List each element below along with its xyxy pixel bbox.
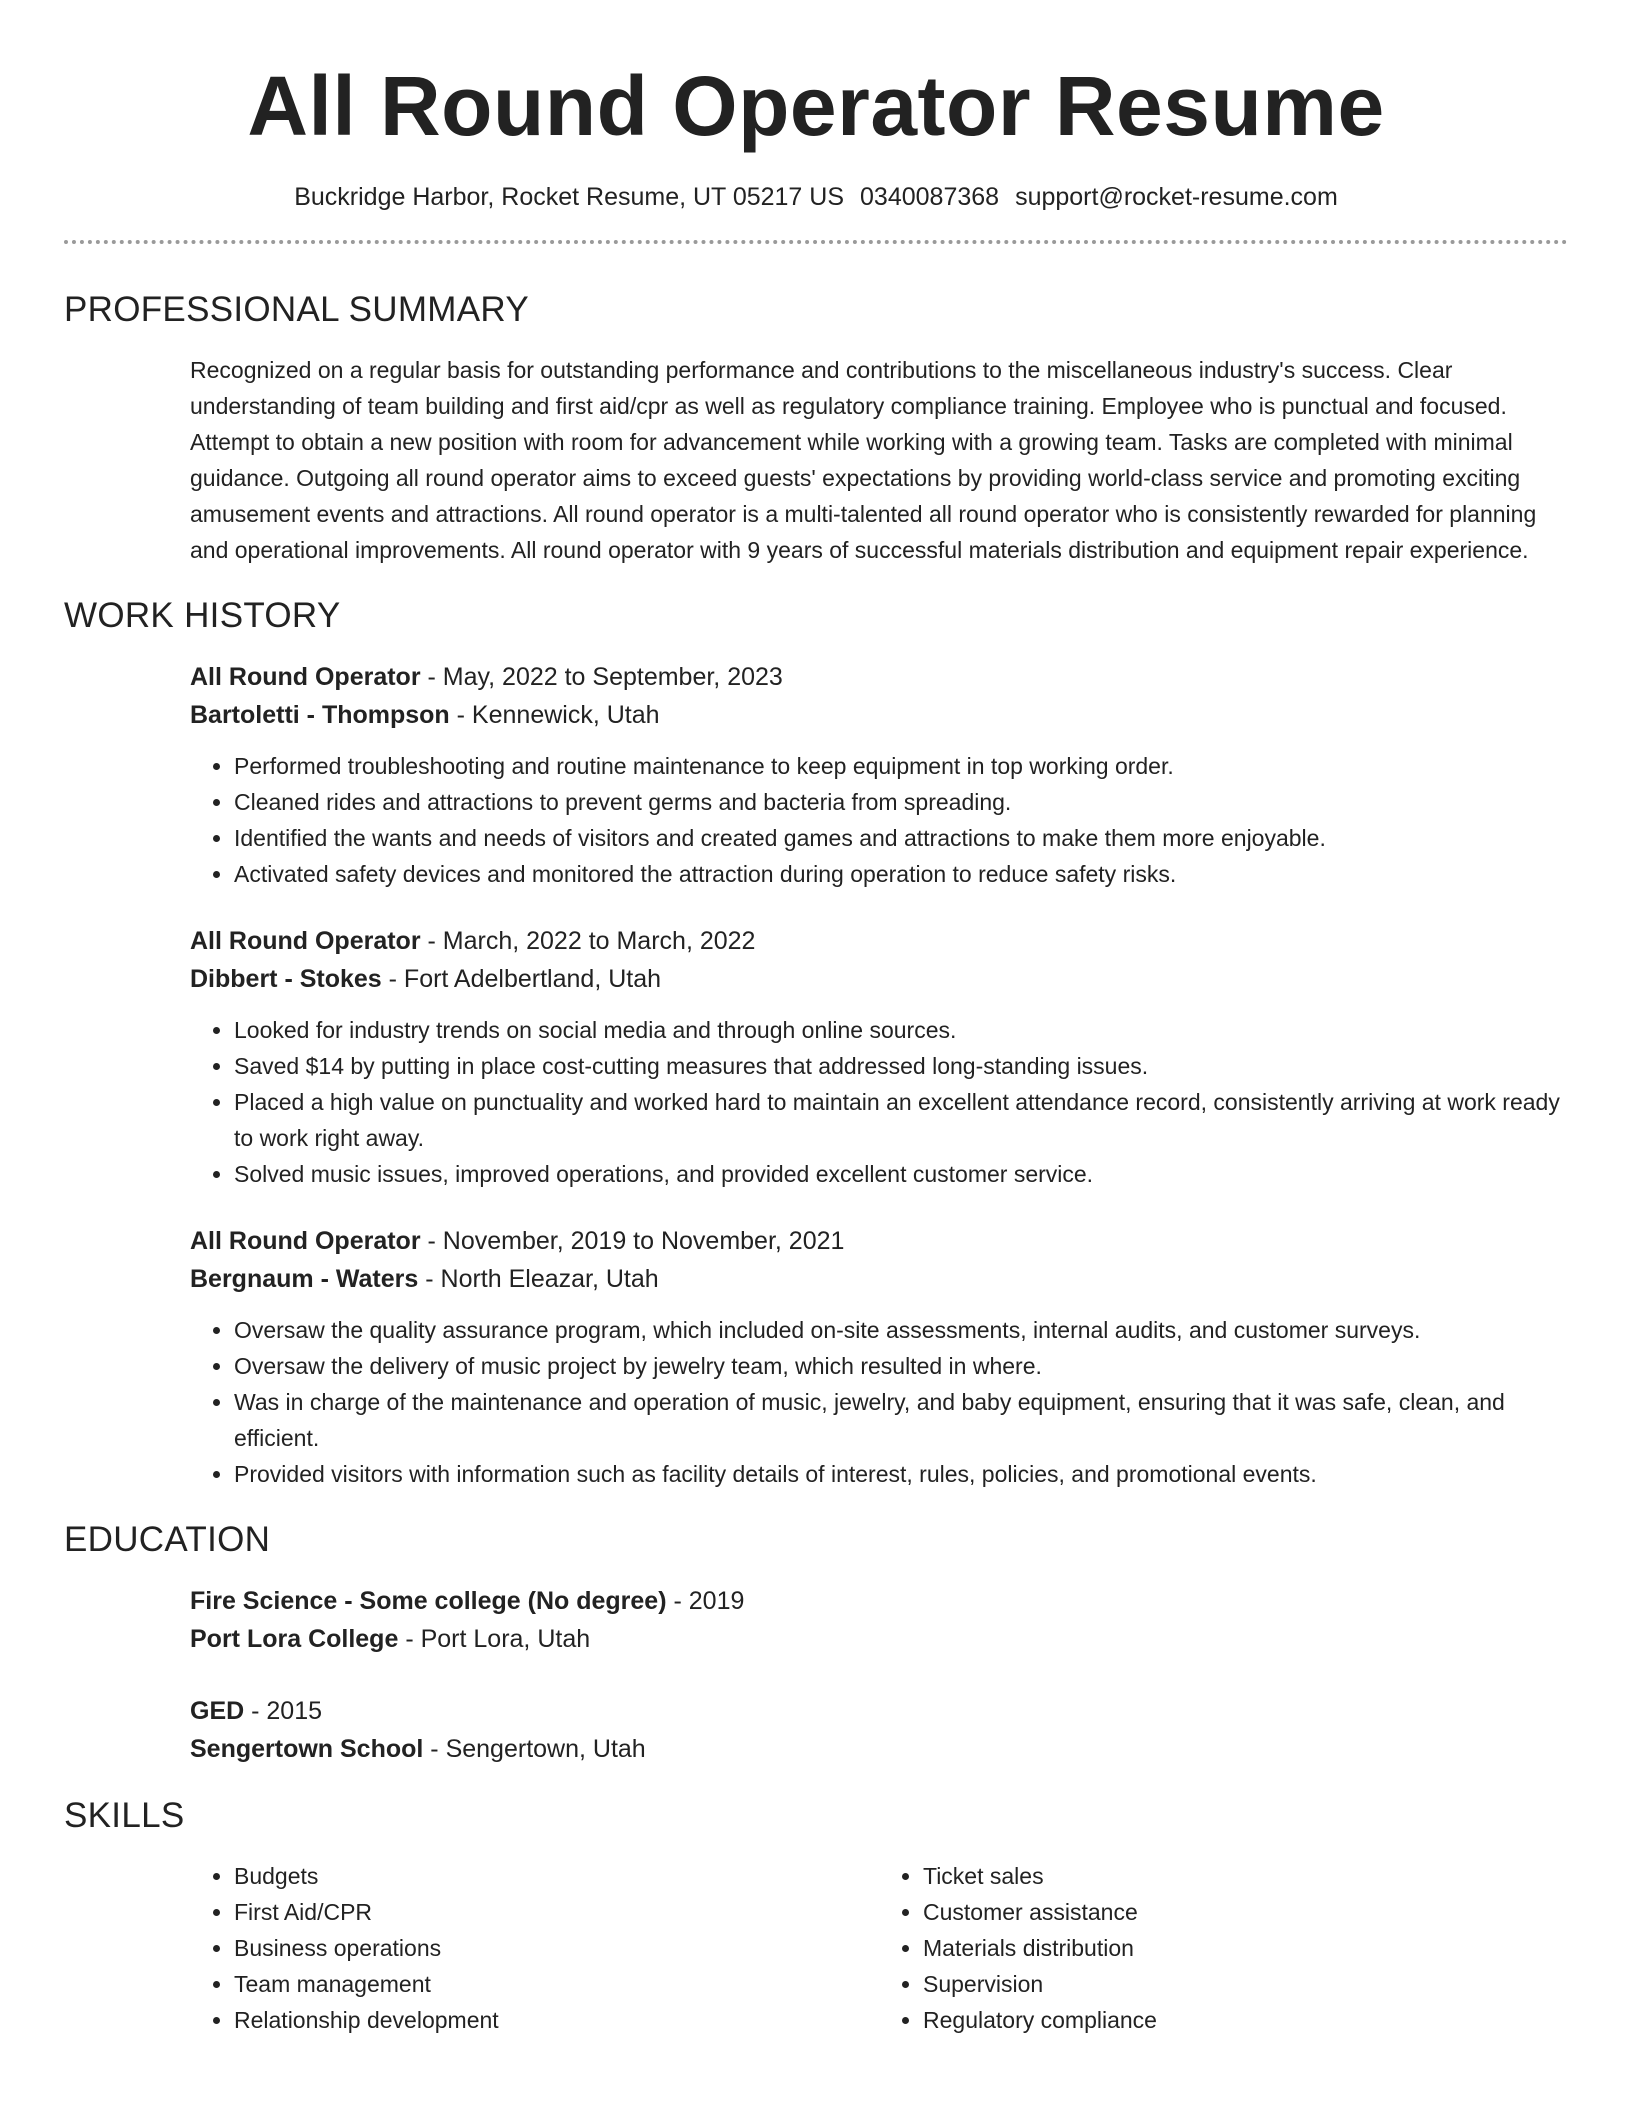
skills-section	[64, 1794, 1568, 2038]
job-dates: - November, 2019 to November, 2021	[420, 1227, 845, 1255]
education-heading: EDUCATION	[64, 1520, 271, 1559]
job-title-line	[190, 922, 1568, 960]
page-title: All Round Operator Resume	[247, 59, 1385, 153]
list-item: • Cleaned rides and attractions to prevent germs and bacteria from spreading.	[234, 784, 1568, 820]
education-degree: GED	[190, 1697, 245, 1725]
header-divider	[64, 240, 1568, 244]
education-degree: Fire Science - Some college (No degree)	[190, 1587, 667, 1615]
job-title: All Round Operator	[190, 927, 421, 955]
list-item: • Provided visitors with information such as facility details of interest, rules, policies, and promotional events.	[234, 1456, 1568, 1492]
education-year: - 2019	[666, 1587, 745, 1615]
job-title-line	[190, 658, 1568, 696]
job-company-line	[190, 1260, 1568, 1298]
contact-line	[64, 180, 1568, 214]
summary-text: Recognized on a regular basis for outstanding performance and contributions to the miscellaneous industry's success. Clear understanding of team building and first aid/cpr as well as regulatory compliance training. Employee who is punctual and focused. Attempt to obtain a new position with room for advancement while working with a growing team. Tasks are completed with minimal guidance. Outgoing all round operator aims to exceed guests' expectations by providing world-class service and promoting exciting amusement events and attractions. All round operator is a multi-talented all round operator who is consistently rewarded for planning and operational improvements. All round operator with 9 years of successful materials distribution and equipment repair experience.	[190, 357, 1537, 563]
job-title-line	[190, 1222, 1568, 1260]
education-location: - Port Lora, Utah	[398, 1625, 591, 1653]
job-company-line	[190, 960, 1568, 998]
list-item: • Oversaw the quality assurance program, which included on-site assessments, internal audits, and customer surveys.	[234, 1312, 1568, 1348]
education-school-line	[190, 1730, 1568, 1768]
job-title: All Round Operator	[190, 663, 421, 691]
skill-item: • First Aid/CPR	[234, 1894, 879, 1930]
list-item: • Solved music issues, improved operations, and provided excellent customer service.	[234, 1156, 1568, 1192]
list-item: • Performed troubleshooting and routine maintenance to keep equipment in top working order.	[234, 748, 1568, 784]
education-year: - 2015	[244, 1697, 323, 1725]
education-entry	[190, 1692, 1568, 1768]
list-item: • Identified the wants and needs of visitors and created games and attractions to make them more enjoyable.	[234, 820, 1568, 856]
job-company: Dibbert - Stokes	[190, 965, 382, 993]
skill-item: • Ticket sales	[923, 1858, 1568, 1894]
summary-section	[64, 288, 1568, 568]
skill-item: • Supervision	[923, 1966, 1568, 2002]
list-item: • Saved $14 by putting in place cost-cutting measures that addressed long-standing issues.	[234, 1048, 1568, 1084]
job-entry	[190, 1222, 1568, 1492]
work-history-section	[64, 594, 1568, 1492]
skills-heading: SKILLS	[64, 1796, 185, 1835]
education-school: Port Lora College	[190, 1625, 399, 1653]
job-location: - North Eleazar, Utah	[418, 1265, 659, 1293]
skills-grid	[64, 1858, 1568, 2038]
education-location: - Sengertown, Utah	[423, 1735, 646, 1763]
summary-heading: PROFESSIONAL SUMMARY	[64, 290, 529, 329]
skill-item: • Business operations	[234, 1930, 879, 1966]
skill-item: • Relationship development	[234, 2002, 879, 2038]
job-dates: - March, 2022 to March, 2022	[420, 927, 756, 955]
list-item: • Activated safety devices and monitored the attraction during operation to reduce safety risks.	[234, 856, 1568, 892]
skill-item: • Regulatory compliance	[923, 2002, 1568, 2038]
skills-left-column	[190, 1858, 879, 2038]
skill-item: • Team management	[234, 1966, 879, 2002]
job-company: Bergnaum - Waters	[190, 1265, 419, 1293]
skills-right-column	[879, 1858, 1568, 2038]
resume-page	[64, 0, 1568, 2038]
skill-item: • Budgets	[234, 1858, 879, 1894]
skill-item: • Materials distribution	[923, 1930, 1568, 1966]
education-entry	[190, 1582, 1568, 1658]
job-title: All Round Operator	[190, 1227, 421, 1255]
job-bullets	[190, 1312, 1568, 1492]
job-entry	[190, 658, 1568, 892]
education-degree-line	[190, 1692, 1568, 1730]
contact-address: Buckridge Harbor, Rocket Resume, UT 05217 US	[294, 183, 845, 211]
list-item: • Oversaw the delivery of music project by jewelry team, which resulted in where.	[234, 1348, 1568, 1384]
education-section	[64, 1518, 1568, 1768]
education-school-line	[190, 1620, 1568, 1658]
contact-phone: 0340087368	[860, 183, 1000, 211]
list-item: • Looked for industry trends on social media and through online sources.	[234, 1012, 1568, 1048]
work-history-heading: WORK HISTORY	[64, 596, 341, 635]
job-bullets	[190, 748, 1568, 892]
education-school: Sengertown School	[190, 1735, 424, 1763]
job-entry	[190, 922, 1568, 1192]
job-company: Bartoletti - Thompson	[190, 701, 450, 729]
list-item: • Placed a high value on punctuality and worked hard to maintain an excellent attendance record, consistently arriving at work ready to work right away.	[234, 1084, 1568, 1156]
list-item: • Was in charge of the maintenance and operation of music, jewelry, and baby equipment, ensuring that it was safe, clean, and efficient.	[234, 1384, 1568, 1456]
education-degree-line	[190, 1582, 1568, 1620]
job-location: - Kennewick, Utah	[449, 701, 660, 729]
skill-item: • Customer assistance	[923, 1894, 1568, 1930]
job-company-line	[190, 696, 1568, 734]
job-bullets	[190, 1012, 1568, 1192]
job-location: - Fort Adelbertland, Utah	[381, 965, 662, 993]
contact-email: support@rocket-resume.com	[1015, 183, 1338, 211]
job-dates: - May, 2022 to September, 2023	[420, 663, 783, 691]
